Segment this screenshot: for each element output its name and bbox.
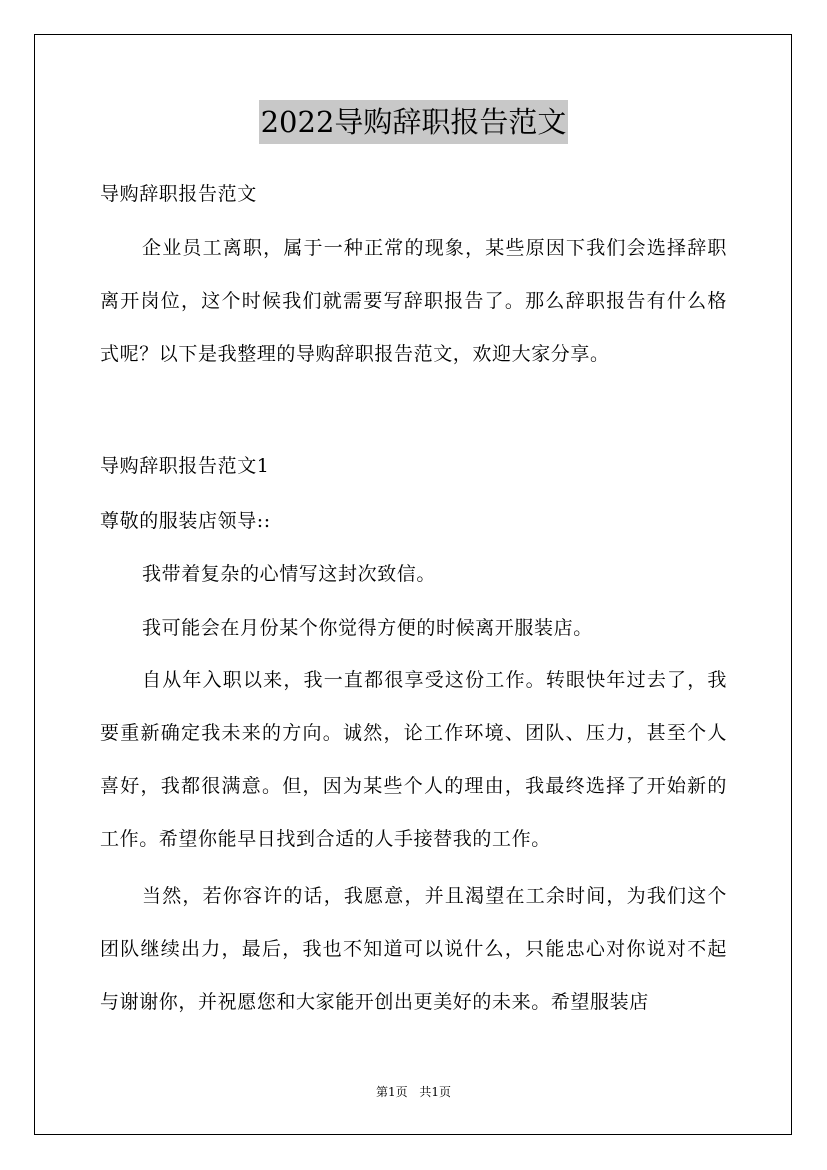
page-footer	[0, 1083, 827, 1100]
page-number: 第1页	[375, 1085, 408, 1099]
body-paragraph-2: 我可能会在月份某个你觉得方便的时候离开服装店。	[142, 617, 593, 639]
body-paragraph-4: 当然，若你容许的话，我愿意，并且渴望在工余时间，为我们这个团队继续出力，最后，我也不知道可以说什么，只能忠心对你说对不起与谢谢你，并祝愿您和大家能开创出更美好的未来。希望服装店	[100, 885, 727, 1013]
intro-paragraph: 企业员工离职，属于一种正常的现象，某些原因下我们会选择辞职离开岗位，这个时候我们就需要写辞职报告了。那么辞职报告有什么格式呢？以下是我整理的导购辞职报告范文，欢迎大家分享。	[100, 237, 727, 365]
title-container	[0, 100, 827, 144]
salutation: 尊敬的服装店领导::	[100, 510, 271, 532]
body-paragraph-1: 我带着复杂的心情写这封次致信。	[142, 563, 437, 585]
body-paragraph-3: 自从年入职以来，我一直都很享受这份工作。转眼快年过去了，我要重新确定我未来的方向。诚然，论工作环境、团队、压力，甚至个人喜好，我都很满意。但，因为某些个人的理由，我最终选择了开始新的工作。希望你能早日找到合适的人手接替我的工作。	[100, 669, 727, 850]
total-pages: 共1页	[419, 1085, 452, 1099]
document-title: 2022导购辞职报告范文	[259, 100, 569, 144]
subtitle: 导购辞职报告范文	[100, 183, 257, 205]
section-heading: 导购辞职报告范文1	[100, 455, 270, 477]
